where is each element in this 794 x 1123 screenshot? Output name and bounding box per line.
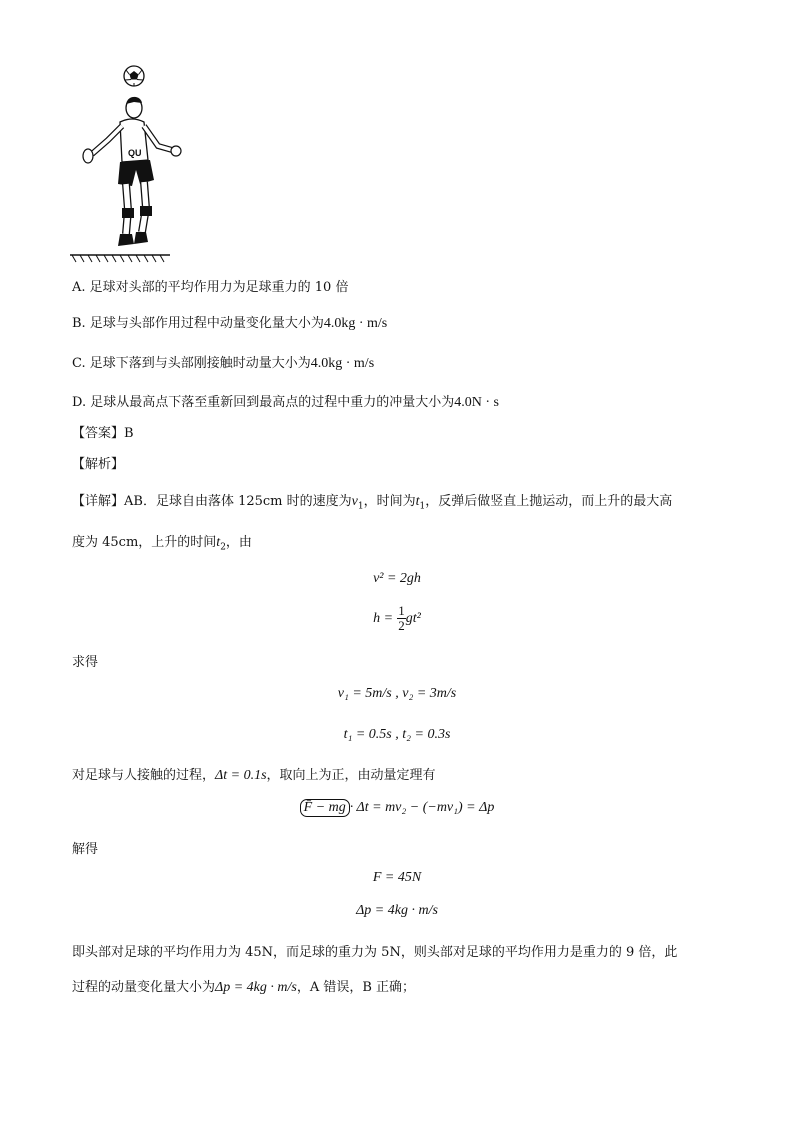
detail-p3-b: ，取向上为正，由动量定理有 xyxy=(266,768,436,783)
answer-line xyxy=(72,422,134,441)
answer-label: 【答案】 xyxy=(72,426,125,441)
equation-7: Δp = 4kg · m/s xyxy=(356,903,438,918)
equation-6: F = 45N xyxy=(372,870,422,885)
soccer-ball-icon xyxy=(124,66,144,86)
equation-5-paren: F̄ − mg xyxy=(300,799,350,817)
detail-p5-a: 过程的动量变化量大小为 xyxy=(72,980,216,995)
detail-paragraph-4: 即头部对足球的平均作用力为 45N，而足球的重力为 5N，则头部对足球的平均作用力是重力的 9 倍，此 xyxy=(72,945,678,960)
option-b-text: B. 足球与头部作用过程中动量变化量大小为 xyxy=(72,316,324,331)
option-d-value: 4.0N · s xyxy=(454,395,499,410)
option-b-value: 4.0kg · m/s xyxy=(323,316,388,331)
jersey-text: QU xyxy=(128,148,142,158)
detail-p1-b: ，时间为 xyxy=(363,494,416,509)
equation-2-denominator: 2 xyxy=(398,618,405,633)
detail-p1-a: 【详解】AB．足球自由落体 125cm 时的速度为 xyxy=(72,494,352,509)
detail-p3-a: 对足球与人接触的过程， xyxy=(72,768,216,783)
detail-p5-b: ，A 错误，B 正确； xyxy=(296,980,416,995)
equation-2-right: gt² xyxy=(405,611,421,626)
detail-p2-t: t xyxy=(216,535,221,550)
detail-p1-t: t xyxy=(415,494,420,509)
detail-p1-v-sub: 1 xyxy=(357,501,364,512)
option-d-text: D. 足球从最高点下落至重新回到最高点的过程中重力的冲量大小为 xyxy=(72,395,455,410)
detail-p2-a: 度为 45cm，上升的时间 xyxy=(72,535,217,550)
detail-paragraph-5 xyxy=(72,976,415,996)
detail-p1-v: v xyxy=(351,494,358,509)
equation-2 xyxy=(0,604,794,633)
detail-p3-dt: Δt = 0.1s xyxy=(215,768,267,783)
detail-p2-t-sub: 2 xyxy=(220,542,226,553)
option-c-text: C. 足球下落到与头部刚接触时动量大小为 xyxy=(72,356,311,371)
soccer-player-figure xyxy=(70,62,190,264)
qiude-label: 求得 xyxy=(72,655,99,670)
option-c xyxy=(72,352,374,372)
detail-p5-eq: Δp = 4kg · m/s xyxy=(215,980,297,995)
option-b xyxy=(72,312,387,332)
detail-p1-c: ，反弹后做竖直上抛运动，而上升的最大高 xyxy=(425,494,673,509)
equation-5-rest: · Δt = mv₂ − (−mv₁) = Δp xyxy=(349,800,495,815)
equation-3: v₁ = 5m/s , v₂ = 3m/s xyxy=(337,686,457,701)
detail-p2-b: ，由 xyxy=(225,535,252,550)
option-a xyxy=(72,276,348,295)
jiede-label: 解得 xyxy=(72,842,99,857)
equation-5 xyxy=(0,799,794,817)
equation-2-left: h = xyxy=(373,611,394,626)
equation-2-fraction xyxy=(397,604,406,633)
answer-value: B xyxy=(124,426,134,441)
option-a-text: A. 足球对头部的平均作用力为足球重力的 10 倍 xyxy=(72,280,349,295)
option-c-value: 4.0kg · m/s xyxy=(310,356,375,371)
equation-4: t₁ = 0.5s , t₂ = 0.3s xyxy=(343,727,451,742)
option-d xyxy=(72,391,499,411)
detail-paragraph-2 xyxy=(72,531,252,553)
equation-1: v² = 2gh xyxy=(373,571,421,586)
detail-p1-t-sub: 1 xyxy=(419,501,426,512)
equation-2-numerator: 1 xyxy=(398,603,405,618)
analysis-label: 【解析】 xyxy=(72,457,125,472)
detail-paragraph-1 xyxy=(72,490,672,512)
detail-paragraph-3 xyxy=(72,764,436,784)
